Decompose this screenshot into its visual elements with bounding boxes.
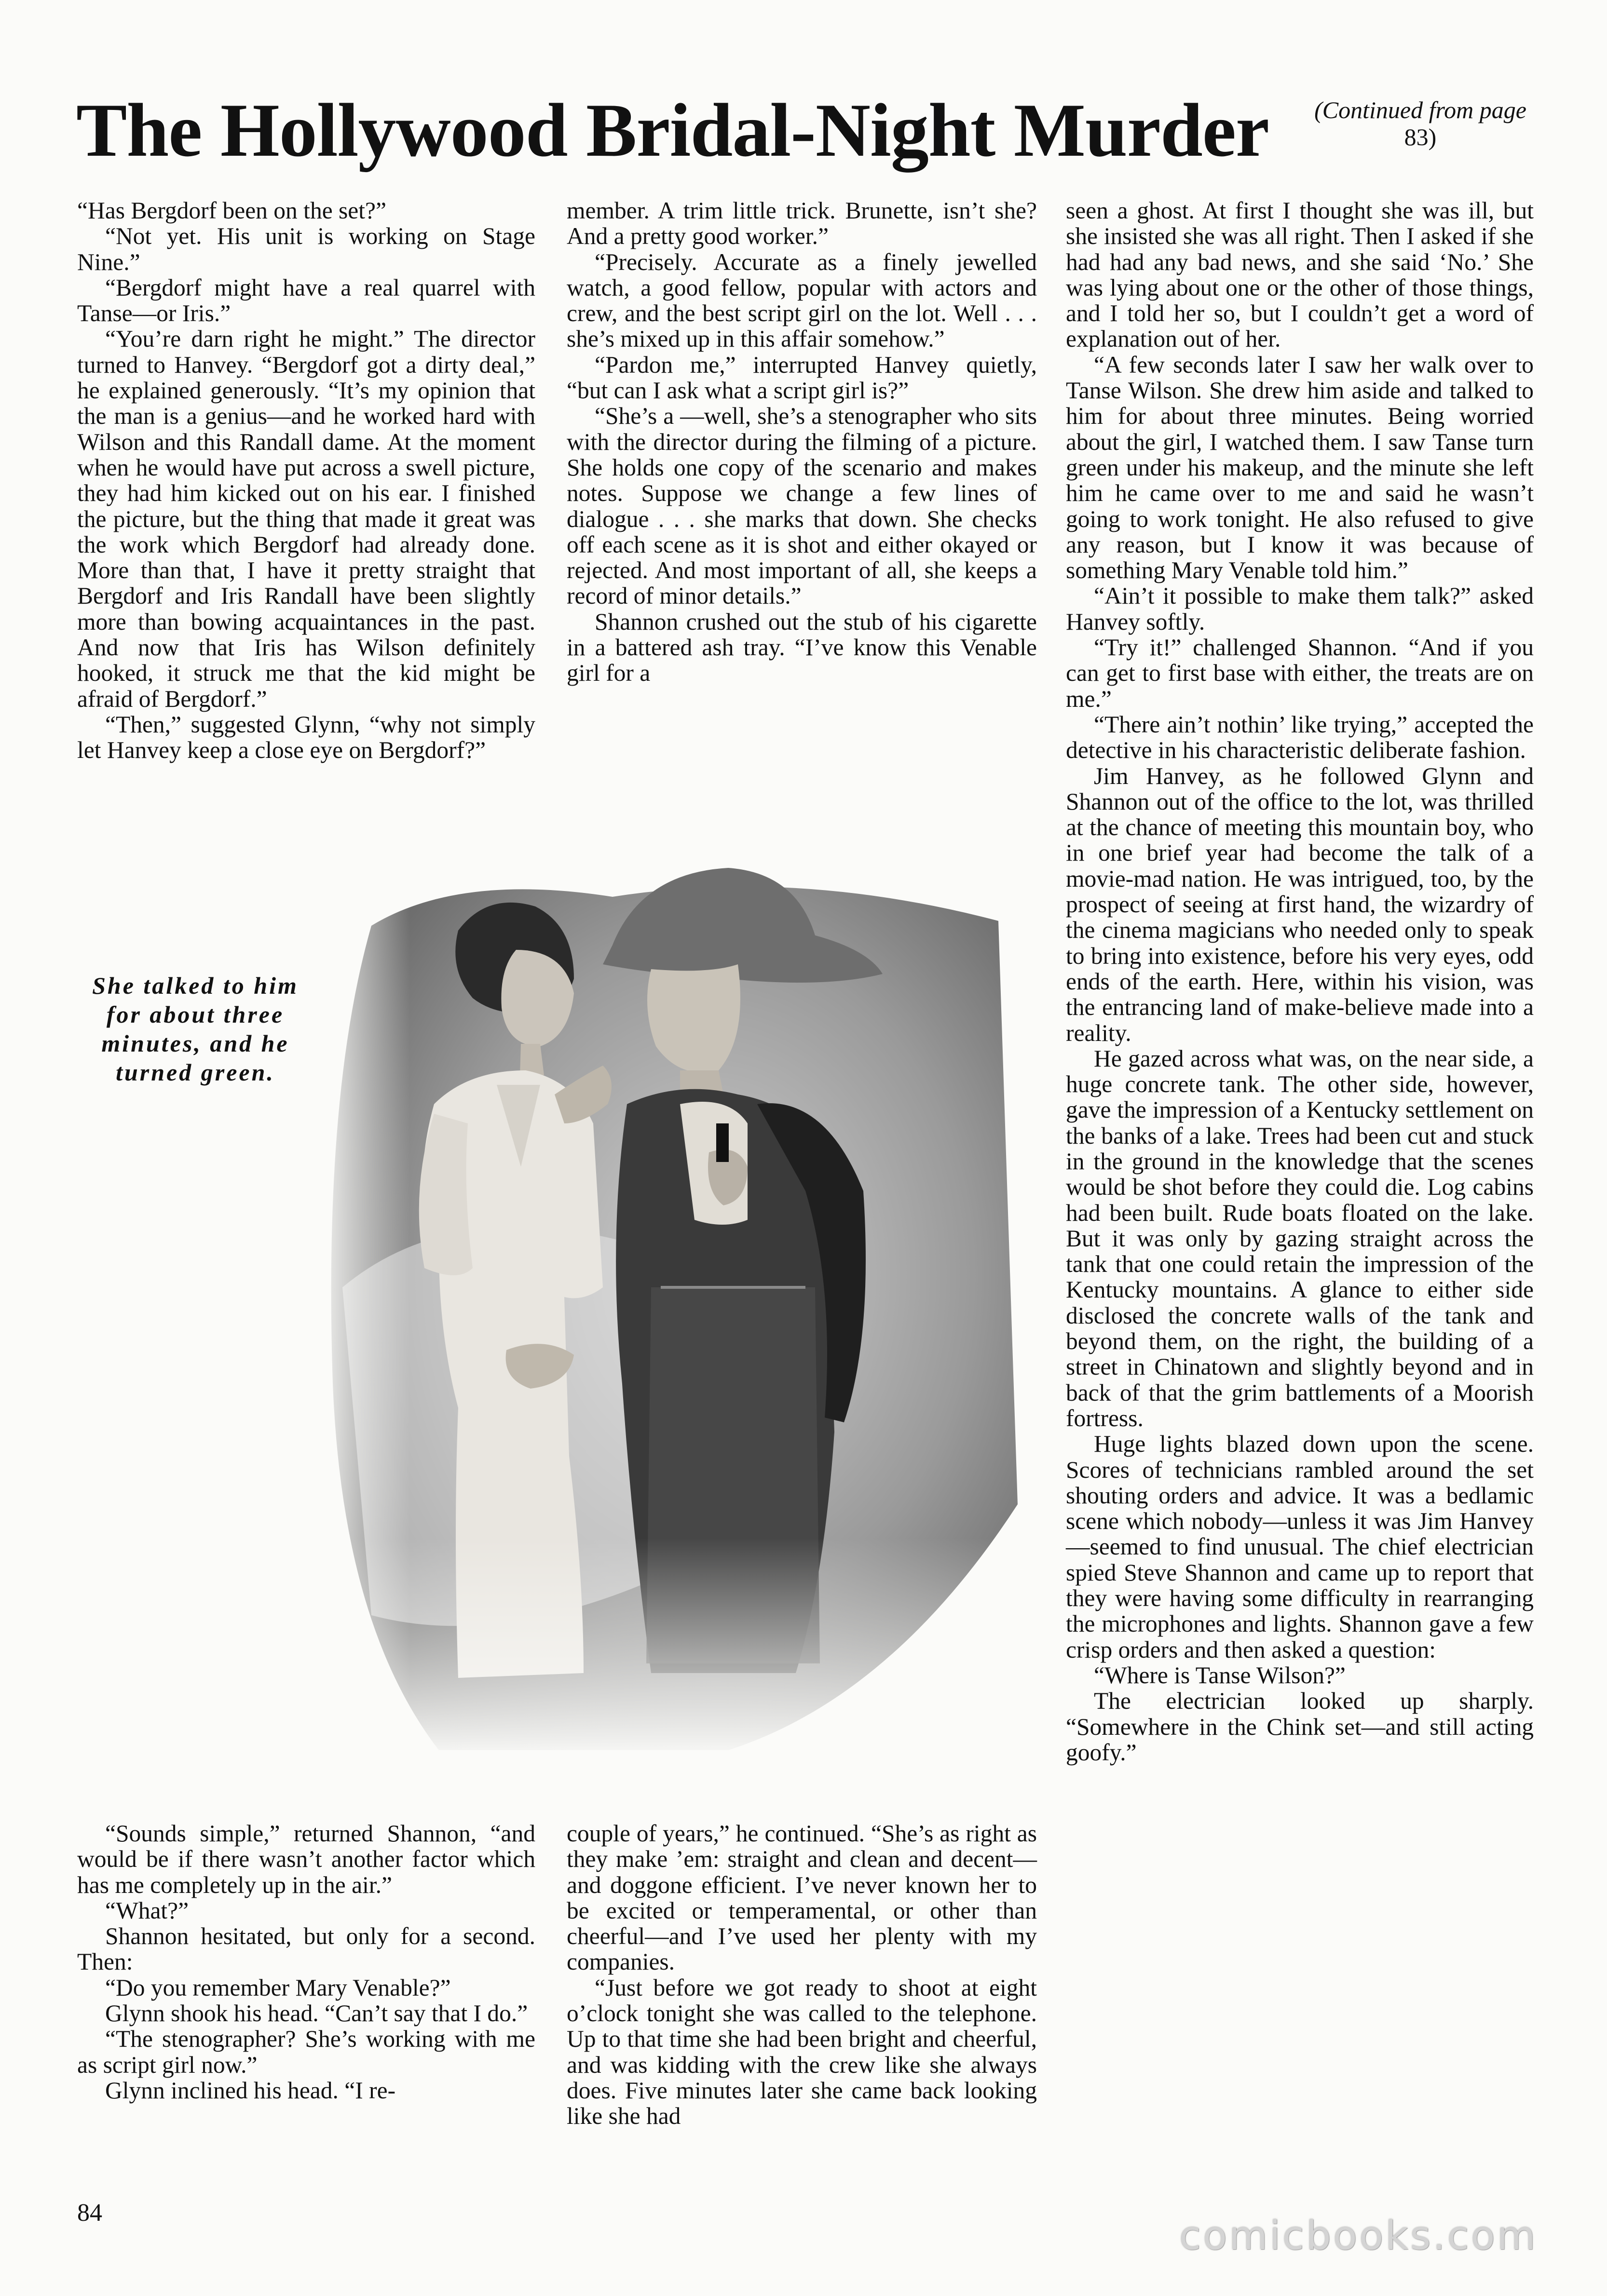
continued-text: (Continued from page [1314, 96, 1526, 123]
continued-page: 83) [1404, 123, 1437, 150]
paragraph: “Sounds simple,” returned Shannon, “and would be if there wasn’t another factor which has me completely up in the air.” [77, 1820, 535, 1898]
paragraph: “There ain’t nothin’ like trying,” accepted the detective in his characteristic deliberate fashion. [1066, 711, 1534, 764]
paragraph: Glynn inclined his head. “I re- [105, 2077, 396, 2104]
paragraph: He gazed across what was, on the near side, a huge concrete tank. The other side, however, gave the impression of a Kentucky settlement on the banks of a lake. Trees had been cut and stuck in the ground in the knowledge that the scenes would be shot before they could die. Log cabins had been built. Rude boats floated on the lake. But it was only by gazing straight across the tank that one could retain the impression of the Kentucky mountains. A glance to either side disclosed the concrete walls of the tank and beyond them, on the right, the building of a street in Chinatown and slightly beyond and in back of that the grim battlements of a Moorish fortress. [1066, 1045, 1534, 1432]
continued-note [1307, 96, 1534, 150]
paragraph: Glynn shook his head. “Can’t say that I do.” [105, 2000, 528, 2027]
paragraph: The electrician looked up sharply. “Somewhere in the Chink set—and still acting goofy.” [1066, 1688, 1534, 1766]
paragraph: “Try it!” challenged Shannon. “And if you can get to first base with either, the treats are on me.” [1066, 634, 1534, 712]
column-3 [1066, 198, 1534, 1765]
photo-caption: She talked to him for about three minutes, and he turned green. [92, 972, 299, 1086]
column-2-bottom [567, 1821, 1037, 2129]
paragraph: “Not yet. His unit is working on Stage Nine.” [77, 223, 535, 275]
column-1-bottom [77, 1821, 535, 2103]
watermark: comicbooks.com [1179, 2213, 1538, 2259]
column-1-top [77, 198, 535, 763]
paragraph: “Bergdorf might have a real quarrel with Tanse—or Iris.” [77, 274, 535, 327]
paragraph: “Precisely. Accurate as a finely jewelled watch, a good fellow, popular with actors and crew, and the best script girl on the lot. Well . . . she’s mixed up in this affair somehow.” [567, 248, 1037, 352]
paragraph: Shannon crushed out the stub of his cigarette in a battered ash tray. “I’ve know this Venable girl for a [567, 608, 1037, 687]
paragraph: “She’s a —well, she’s a stenographer who sits with the director during the filming of a picture. She holds one copy of the scenario and makes notes. Suppose we change a few lines of dialogue . . . she marks that down. She checks off each scene as it is shot and either okayed or rejected. And most important of all, she keeps a record of minor details.” [567, 403, 1037, 609]
paragraph: “What?” [105, 1897, 189, 1924]
paragraph: “Ain’t it possible to make them talk?” asked Hanvey softly. [1066, 582, 1534, 635]
paragraph: “Where is Tanse Wilson?” [1094, 1661, 1346, 1688]
paragraph: Shannon hesitated, but only for a second. Then: [77, 1923, 535, 1975]
article-photo [313, 853, 1027, 1760]
paragraph: “A few seconds later I saw her walk over to Tanse Wilson. She drew him aside and talked to him for about three minutes. Being worried about the girl, I watched them. I saw Tanse turn green under his makeup, and the minute she left him he came over to me and said he wasn’t going to work tonight. He also refused to give any reason, but I know it was because of something Mary Venable told him.” [1066, 351, 1534, 584]
paragraph: Huge lights blazed down upon the scene. Scores of technicians rambled around the set shouting orders and advice. It was a bedlamic scene which nobody—unless it was Jim Hanvey—seemed to find unusual. The chief electrician spied Steve Shannon and came up to report that they were having some difficulty in rearranging the microphones and lights. Shannon gave a few crisp orders and then asked a question: [1066, 1431, 1534, 1663]
paragraph: “Pardon me,” interrupted Hanvey quietly, “but can I ask what a script girl is?” [567, 351, 1037, 404]
paragraph: member. A trim little trick. Brunette, isn’t she? And a pretty good worker.” [567, 197, 1037, 250]
paragraph: “Has Bergdorf been on the set?” [77, 197, 386, 224]
page-number: 84 [77, 2199, 102, 2227]
paragraph: “Just before we got ready to shoot at eight o’clock tonight she was called to the telephone. Up to that time she had been bright and cheerful, and was kidding with the crew like she always does. Five minutes later she came back looking like she had [567, 1974, 1037, 2130]
paragraph: “Do you remember Mary Venable?” [105, 1974, 451, 2001]
article-title: The Hollywood Bridal-Night Murder [76, 88, 1269, 173]
paragraph: “Then,” suggested Glynn, “why not simply let Hanvey keep a close eye on Bergdorf?” [77, 711, 535, 764]
column-2-top [567, 198, 1037, 686]
paragraph: Jim Hanvey, as he followed Glynn and Shannon out of the office to the lot, was thrilled at the chance of meeting this mountain boy, who in one brief year had become the talk of a movie-mad nation. He was intrigued, too, by the prospect of seeing at first hand, the wizardry of the cinema magicians who needed only to speak to bring into existence, before his very eyes, odd ends of the earth. Here, within his vision, was the entrancing land of make-believe made into a reality. [1066, 762, 1534, 1046]
paragraph: “You’re darn right he might.” The director turned to Hanvey. “Bergdorf got a dirty deal,” he explained generously. “It’s my opinion that the man is a genius—and he worked hard with Wilson and this Randall dame. At the moment when he would have put across a swell picture, they had him kicked out on his ear. I finished the picture, but the thing that made it great was the work which Bergdorf had already done. More than that, I have it pretty straight that Bergdorf and Iris Randall have been slightly more than bowing acquaintances in the past. And now that Iris has Wilson definitely hooked, it struck me that the kid might be afraid of Bergdorf.” [77, 325, 535, 712]
paragraph: couple of years,” he continued. “She’s as right as they make ’em: straight and clean and decent—and doggone efficient. I’ve never known her to be excited or temperamental, or other than cheerful—and I’ve used her plenty with my companies. [567, 1820, 1037, 1975]
paragraph: seen a ghost. At first I thought she was ill, but she insisted she was all right. Then I asked if she had had any bad news, and she said ‘No.’ She was lying about one or the other of those things, and I told her so, but I couldn’t get a word of explanation out of her. [1066, 197, 1534, 352]
paragraph: “The stenographer? She’s working with me as script girl now.” [77, 2026, 535, 2078]
